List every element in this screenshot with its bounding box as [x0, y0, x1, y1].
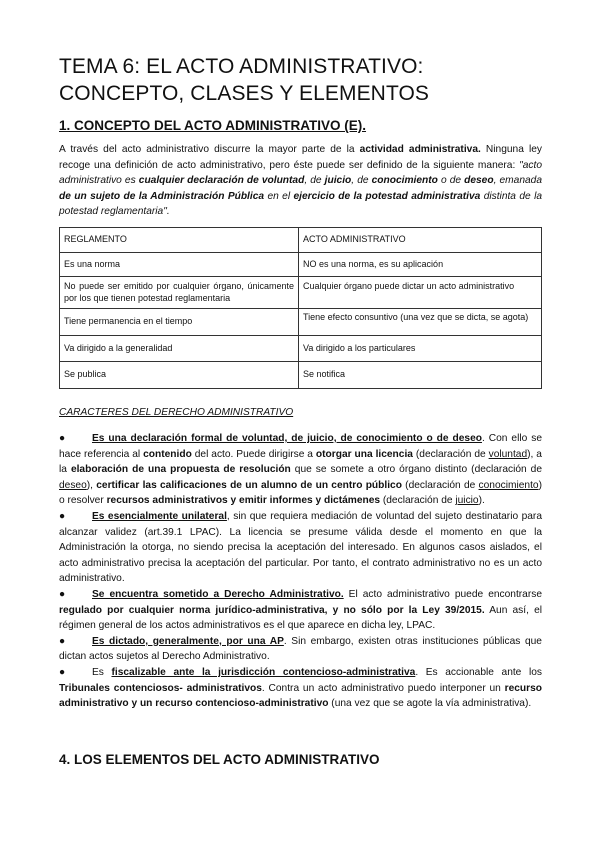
table-cell: Tiene efecto consuntivo (una vez que se dicta, se agota) — [299, 309, 542, 336]
list-item — [59, 634, 542, 665]
bullet-lead: Es una declaración formal de voluntad, de juicio, de conocimiento o de deseo — [92, 433, 482, 444]
definition-bold: cualquier declaración de voluntad — [138, 175, 305, 187]
table-row — [60, 309, 542, 336]
table-cell: Tiene permanencia en el tiempo — [60, 309, 299, 336]
bullet-lead: Es dictado, generalmente, por una AP — [92, 635, 284, 647]
list-item — [59, 509, 542, 587]
bullet-text: , sin que requiera mediación de voluntad del sujeto destinatario para alcanzar validez (art.39.1 LPAC). La licencia se presume válida desde el momento en que la Administración la otorga, no siendo precisa la aceptación del interesado. En algunos casos aislados, el acto administrativo precisa la aceptación del particular. Por tanto, el contrato administrativo no es un acto administrativo. — [59, 510, 542, 585]
list-item — [59, 431, 542, 509]
bullet-icon: ● — [59, 588, 66, 600]
definition-text: , emanada — [493, 175, 542, 187]
bullet-underline: juicio — [455, 495, 479, 507]
definition-bold: juicio — [324, 175, 352, 187]
bullet-text: ) o resolver — [59, 479, 542, 507]
bullet-bold: recurso administrativo y un recurso contencioso-administrativo — [59, 682, 543, 710]
definition-bold: deseo — [464, 175, 494, 187]
bullet-text: ), a la — [59, 448, 542, 476]
bullet-icon: ● — [59, 510, 66, 522]
intro-paragraph — [59, 142, 542, 220]
table-cell: Se publica — [60, 362, 299, 389]
bullet-text: (declaración de — [380, 495, 456, 507]
comparison-table — [59, 227, 542, 389]
table-row — [60, 277, 542, 309]
table-cell: Va dirigido a la generalidad — [60, 335, 299, 362]
intro-text: A través del acto administrativo discurre la mayor parte de la — [59, 144, 360, 155]
table-row — [60, 362, 542, 389]
bullet-text: que se somete a otro órgano distinto (declaración de — [290, 464, 543, 476]
bullet-text: El acto administrativo puede encontrarse — [343, 588, 542, 600]
caracteres-heading: CARACTERES DEL DERECHO ADMINISTRATIVO — [59, 407, 294, 418]
bullet-text: (declaración de — [401, 479, 479, 491]
intro-bold: actividad administrativa. — [359, 144, 481, 155]
caracteres-list — [59, 431, 542, 712]
table-cell: Es una norma — [60, 252, 299, 277]
bullet-text: Es — [92, 666, 112, 678]
definition-text: o de — [437, 175, 465, 187]
table-cell: NO es una norma, es su aplicación — [299, 252, 542, 277]
definition-bold: conocimiento — [371, 175, 438, 187]
bullet-text: . Sin embargo, existen otras instituciones públicas que dictan actos sujetos al Derecho Administrativo. — [59, 635, 542, 663]
bullet-lead: fiscalizable ante la jurisdicción contencioso-administrativa — [111, 666, 416, 678]
bullet-icon: ● — [59, 635, 66, 647]
table-header-cell: ACTO ADMINISTRATIVO — [299, 228, 542, 253]
bullet-text: . Contra un acto administrativo puedo interponer un — [261, 682, 505, 694]
bullet-icon: ● — [59, 433, 66, 444]
bullet-text: . Es accionable ante los — [415, 666, 542, 678]
bullet-text: Aun así, el régimen general de los actos administrativos es el que aparece en dicha ley, LPAC. — [59, 604, 543, 632]
bullet-lead: Es esencialmente unilateral — [92, 510, 227, 522]
bullet-text: ), — [86, 479, 97, 491]
bullet-underline: conocimiento — [478, 479, 539, 491]
table-cell: Cualquier órgano puede dictar un acto administrativo — [299, 277, 542, 309]
table-header-row — [60, 228, 542, 253]
bullet-underline: voluntad — [488, 448, 528, 460]
definition-text: , de — [304, 175, 325, 187]
bullet-bold: certificar las calificaciones de un alumno de un centro público — [96, 479, 402, 491]
bullet-text: . Con ello se hace referencia al — [59, 433, 542, 460]
bullet-bold: contenido — [143, 448, 192, 460]
bullet-bold: regulado por cualquier norma jurídico-administrativa, y no sólo por la Ley 39/2015. — [59, 604, 485, 616]
table-cell: Va dirigido a los particulares — [299, 335, 542, 362]
bullet-lead: Se encuentra sometido a Derecho Administrativo. — [92, 588, 344, 600]
section-heading-concepto: 1. CONCEPTO DEL ACTO ADMINISTRATIVO (E). — [59, 118, 367, 133]
definition-text: en el — [264, 190, 294, 202]
bullet-text: (declaración de — [412, 448, 489, 460]
table-row — [60, 335, 542, 362]
bullet-bold: Tribunales contenciosos- administrativos — [59, 682, 262, 694]
table-row — [60, 252, 542, 277]
list-item — [59, 665, 542, 712]
list-item — [59, 587, 542, 634]
definition-text: , de — [351, 175, 372, 187]
definition-text: "acto administrativo es — [59, 159, 542, 187]
definition-bold: de un sujeto de la Administración Pública — [59, 190, 265, 202]
page-title: TEMA 6: EL ACTO ADMINISTRATIVO: CONCEPTO, CLASES Y ELEMENTOS — [59, 55, 430, 105]
bullet-bold: otorgar una licencia — [315, 448, 413, 460]
definition-text: distinta de la potestad reglamentaria". — [59, 190, 543, 218]
bullet-text: ). — [478, 495, 485, 507]
bullet-bold: recursos administrativos y emitir informes y dictámenes — [106, 495, 381, 507]
bullet-underline: deseo — [59, 479, 87, 491]
table-cell: No puede ser emitido por cualquier órgano, únicamente por los que tienen potestad reglamentaria — [60, 277, 299, 309]
table-header-cell: REGLAMENTO — [60, 228, 299, 253]
section-heading-elementos: 4. LOS ELEMENTOS DEL ACTO ADMINISTRATIVO — [59, 752, 380, 767]
definition-bold: ejercicio de la potestad administrativa — [293, 190, 481, 202]
bullet-icon: ● — [59, 666, 66, 678]
intro-text: Ninguna ley recoge una definición de acto administrativo, pero éste puede ser definido de la siguiente manera: — [59, 144, 542, 171]
bullet-bold: elaboración de una propuesta de resolución — [70, 464, 291, 476]
bullet-text: del acto. Puede dirigirse a — [191, 448, 316, 460]
bullet-text: (una vez que se agote la vía administrativa). — [328, 698, 532, 710]
table-cell: Se notifica — [299, 362, 542, 389]
